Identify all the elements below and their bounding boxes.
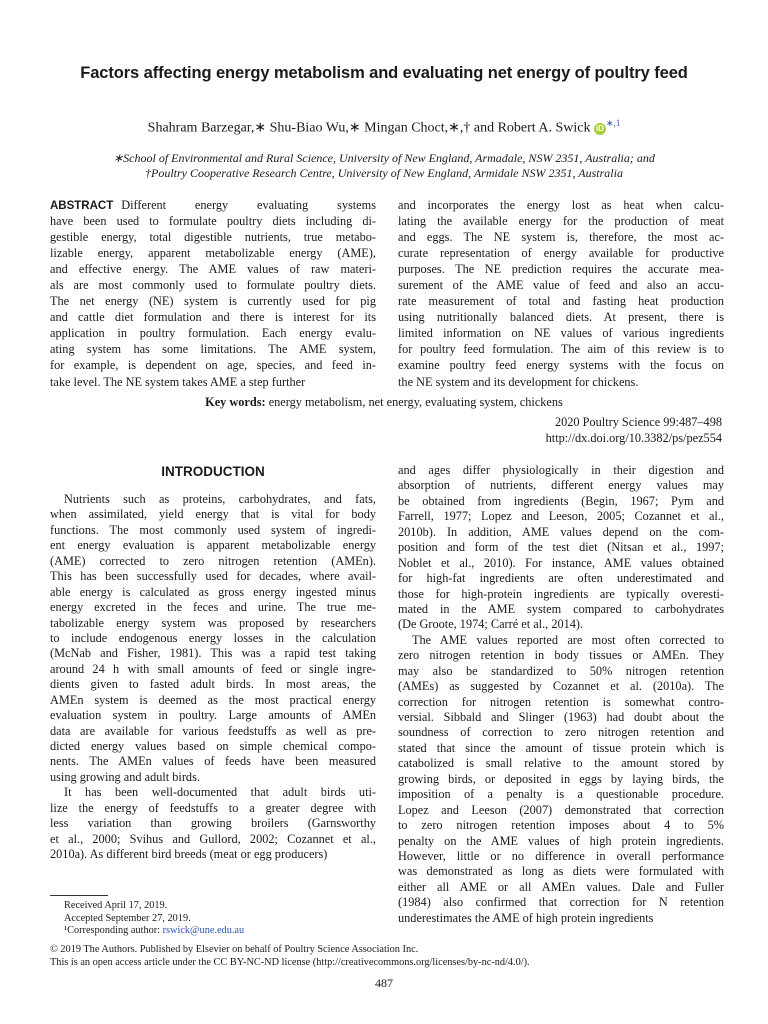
line-text: to zero nitrogen retention imposes about 4 to 5% <box>398 818 724 833</box>
text-line <box>398 556 724 571</box>
text-line <box>398 880 724 895</box>
footnote-divider <box>50 895 108 896</box>
text-line <box>50 213 376 229</box>
text-line <box>398 756 724 771</box>
text-line <box>50 693 376 708</box>
line-text: 2010b). In addition, AME values depend on the com- <box>398 524 724 539</box>
text-line <box>398 229 724 245</box>
line-text: soundness of correction to zero nitrogen retention and <box>398 725 724 740</box>
line-text: et al., 2000; Svihus and Gullord, 2002; Cozannet et al., <box>50 831 376 846</box>
abstract-right-column <box>398 197 724 390</box>
affiliation-2: †Poultry Cooperative Research Centre, University of New England, Armidale NSW 2351, Australia <box>145 166 623 180</box>
text-line <box>50 325 376 341</box>
text-line <box>50 357 376 373</box>
line-text: less variation than growing broilers (Garnsworthy <box>50 816 376 831</box>
line-text: using growing and adult birds. <box>50 769 200 784</box>
line-text: be obtained from ingredients (Begin, 1967; Pym and <box>398 493 724 508</box>
line-text: to include endogenous energy losses in the calculation <box>50 630 376 645</box>
line-text: als are most commonly used to formulate poultry diets. <box>50 278 376 293</box>
text-line <box>398 648 724 663</box>
text-line <box>398 633 724 648</box>
text-line <box>398 911 724 926</box>
text-line <box>398 803 724 818</box>
line-text: However, little or no difference in overall performance <box>398 848 724 863</box>
line-text: purposes. The NE prediction requires the accurate mea- <box>398 262 724 277</box>
abstract-left-column <box>50 197 376 390</box>
line-text: lize the energy of feedstuffs to a greater degree with <box>50 800 376 815</box>
line-text: lating the available energy for the production of meat <box>398 214 724 229</box>
text-line <box>398 357 724 373</box>
text-line <box>50 261 376 277</box>
line-text: (AME) corrected to zero nitrogen retention (AMEn). <box>50 553 376 568</box>
line-text: able energy is calculated as gross energy ingested minus <box>50 584 376 599</box>
text-line <box>398 587 724 602</box>
line-text: and incorporates the energy lost as heat when calcu- <box>398 198 724 212</box>
line-text: surement of the AME value of feed and also an accu- <box>398 278 724 293</box>
text-line <box>50 309 376 325</box>
license-line: This is an open access article under the CC BY-NC-ND license (http://creativecommons.org/licenses/by-nc-nd/4.0/). <box>50 956 530 968</box>
line-text: growing birds, or deposited in eggs by laying birds, the <box>398 771 724 786</box>
text-line <box>50 229 376 245</box>
line-text: gestible energy, total digestible nutrients, true metabo- <box>50 230 376 245</box>
text-line <box>398 725 724 740</box>
line-text: Nutrients such as proteins, carbohydrates, and fats, <box>64 492 376 506</box>
author-names: Shahram Barzegar,∗ Shu-Biao Wu,∗ Mingan Choct,∗,† and Robert A. Swick <box>147 120 591 136</box>
line-text: Different energy evaluating systems <box>121 198 376 212</box>
line-text: for high-fat ingredients are often underestimated and <box>398 571 724 586</box>
text-line <box>398 463 724 478</box>
line-text: examine poultry feed energy systems with the focus on <box>398 358 724 373</box>
line-text: Lopez and Leeson (2007) demonstrated that correction <box>398 802 724 817</box>
text-line <box>398 787 724 802</box>
text-line <box>398 525 724 540</box>
text-line <box>50 277 376 293</box>
text-line <box>50 754 376 769</box>
text-line <box>50 492 376 507</box>
line-text: for example, is dependent on age, species, and feed in- <box>50 358 376 373</box>
text-line <box>398 197 724 213</box>
line-text: curate representation of energy available for productive <box>398 246 724 261</box>
text-line <box>50 245 376 261</box>
text-line <box>50 507 376 522</box>
text-line <box>398 494 724 509</box>
text-line <box>50 523 376 538</box>
corresponding-label: ¹Corresponding author: <box>64 925 161 936</box>
text-line <box>50 801 376 816</box>
line-text: versial. Sibbald and Slinger (1963) had doubt about the <box>398 710 724 724</box>
line-text: evaluation system in poultry. Large amounts of AMEn <box>50 708 376 723</box>
line-text: have been used to formulate poultry diets including di- <box>50 214 376 229</box>
line-text: using nutritionally balanced diets. At present, there is <box>398 310 724 325</box>
line-text: the NE system and its development for chickens. <box>398 374 639 389</box>
text-line <box>398 818 724 833</box>
text-line <box>398 309 724 325</box>
line-text: dients given to fasted adult birds. In most areas, the <box>50 677 376 692</box>
page-number: 487 <box>375 976 393 990</box>
line-text: and ages differ physiologically in their digestion and <box>398 463 724 477</box>
journal-citation: 2020 Poultry Science 99:487–498 <box>554 415 722 429</box>
line-text: catabolized is small relative to the amount stored by <box>398 756 724 771</box>
line-text: (AMEs) as suggested by Cozannet et al. (2010a). The <box>398 679 724 694</box>
line-text: Noblet et al., 2010). For instance, AME values obtained <box>398 555 724 570</box>
text-line <box>398 834 724 849</box>
text-line <box>50 770 376 785</box>
corresponding-author <box>64 925 244 938</box>
line-text: was demonstrated as long as diets were formulated with <box>398 864 724 879</box>
text-line <box>398 602 724 617</box>
line-text: tabolizable energy system was proposed by researchers <box>50 615 376 630</box>
affiliation-1: ∗School of Environmental and Rural Science, University of New England, Armadale, NSW 2351, Australia; and <box>113 151 655 165</box>
line-text: position and form of the test diet (Nitsan et al., 1997; <box>398 540 724 555</box>
copyright-line: © 2019 The Authors. Published by Elsevier on behalf of Poultry Science Association Inc. <box>50 944 419 955</box>
text-line <box>50 616 376 631</box>
line-text: and effective energy. The AME values of raw materi- <box>50 262 376 277</box>
line-text: (1984) also confirmed that correction for N retention <box>398 895 724 910</box>
text-line <box>398 509 724 524</box>
line-text: for poultry feed formulation. The aim of this review is to <box>398 342 724 357</box>
line-text: zero nitrogen retention in body tissues or AMEn. They <box>398 648 724 663</box>
text-line <box>50 677 376 692</box>
line-text: dicted energy values based on simple chemical compo- <box>50 739 376 753</box>
line-text: stated that since the amount of tissue protein which is <box>398 740 724 755</box>
line-text: application in poultry formulation. Each energy evalu- <box>50 326 376 341</box>
line-text: The net energy (NE) system is currently used for pig <box>50 294 376 309</box>
line-text: ating system has some limitations. The AME system, <box>50 342 376 357</box>
line-text: lizable energy, apparent metabolizable energy (AME), <box>50 246 376 261</box>
text-line <box>398 245 724 261</box>
text-line <box>50 816 376 831</box>
line-text: functions. The most commonly used system of ingredi- <box>50 522 376 537</box>
line-text: absorption of nutrients, different energy values may <box>398 478 724 493</box>
keywords-label: Key words: <box>205 395 266 409</box>
line-text: correction for nitrogen retention is somewhat contro- <box>398 694 724 709</box>
text-line <box>398 293 724 309</box>
line-text: those for high-protein ingredients are typically overesti- <box>398 586 724 601</box>
text-line <box>50 569 376 584</box>
text-line <box>50 708 376 723</box>
text-line <box>398 710 724 725</box>
text-line <box>50 600 376 615</box>
text-line <box>398 341 724 357</box>
line-text: (De Groote, 1974; Carré et al., 2014). <box>398 617 584 632</box>
abstract-label: ABSTRACT <box>50 200 114 212</box>
section-heading-introduction: INTRODUCTION <box>161 464 265 479</box>
author-marks: ∗,1 <box>606 118 621 128</box>
line-text: nents. The AMEn values of feeds have been measured <box>50 754 376 769</box>
text-line <box>50 739 376 754</box>
text-line <box>398 895 724 910</box>
received-date: Received April 17, 2019. <box>64 900 168 911</box>
text-line <box>398 325 724 341</box>
text-line <box>398 772 724 787</box>
line-text: and eggs. The NE system is, therefore, the most ac- <box>398 230 724 245</box>
line-text: AMEn system is deemed as the most practical energy <box>50 692 376 707</box>
line-text: rate measurement of total and fasting heat production <box>398 294 724 309</box>
line-text: take level. The NE system takes AME a step further <box>50 374 306 389</box>
text-line <box>398 679 724 694</box>
text-line <box>50 293 376 309</box>
text-line <box>50 785 376 800</box>
doi-link[interactable]: http://dx.doi.org/10.3382/ps/pez554 <box>545 431 722 445</box>
text-line <box>50 847 376 862</box>
text-line <box>50 341 376 357</box>
line-text: energy excreted in the feces and urine. The true me- <box>50 600 376 615</box>
line-text: data are available for various feedstuffs as well as pre- <box>50 723 376 738</box>
author-list <box>0 118 768 137</box>
line-text: (McNab and Fisher, 1981). This was a rapid test taking <box>50 646 376 661</box>
keywords <box>0 395 768 410</box>
line-text: either all AME or all AMEn values. Dale and Fuller <box>398 879 724 894</box>
paper-title: Factors affecting energy metabolism and evaluating net energy of poultry feed <box>80 64 688 82</box>
text-line <box>50 197 376 213</box>
text-line <box>50 631 376 646</box>
text-line <box>398 374 724 390</box>
line-text: mated in the AME system compared to carbohydrates <box>398 601 724 616</box>
text-line <box>398 571 724 586</box>
line-text: limited information on NE values of various ingredients <box>398 326 724 341</box>
line-text: when assimilated, yield energy that is vital for body <box>50 507 376 522</box>
text-line <box>50 554 376 569</box>
text-line <box>398 261 724 277</box>
orcid-icon[interactable]: iD <box>596 123 605 133</box>
line-text: penalty on the AME values of high protein ingredients. <box>398 833 724 848</box>
line-text: ent energy evaluation is apparent metabolizable energy <box>50 538 376 553</box>
text-line <box>398 664 724 679</box>
text-line <box>398 478 724 493</box>
body-right-column <box>398 463 724 926</box>
text-line <box>398 540 724 555</box>
copyright-notice <box>50 944 530 969</box>
text-line <box>50 538 376 553</box>
text-line <box>398 864 724 879</box>
line-text: may also be standardized to 50% nitrogen retention <box>398 663 724 678</box>
text-line <box>398 277 724 293</box>
line-text: and cattle diet formulation and there is interest for its <box>50 310 376 325</box>
journal-info <box>546 414 722 446</box>
text-line <box>398 695 724 710</box>
accepted-date: Accepted September 27, 2019. <box>64 912 191 924</box>
line-text: The AME values reported are most often corrected to <box>412 632 724 647</box>
text-line <box>398 849 724 864</box>
text-line <box>50 724 376 739</box>
email-link[interactable]: rswick@une.edu.au <box>162 925 245 936</box>
text-line <box>398 213 724 229</box>
line-text: imposition of a penalty is a questionable procedure. <box>398 787 724 802</box>
affiliations <box>0 151 768 181</box>
line-text: Farrell, 1977; Lopez and Leeson, 2005; Cozannet et al., <box>398 509 724 524</box>
text-line <box>398 617 724 632</box>
line-text: It has been well-documented that adult birds uti- <box>64 785 376 800</box>
line-text: underestimates the AME of high protein ingredients <box>398 910 654 925</box>
text-line <box>398 741 724 756</box>
keywords-text: energy metabolism, net energy, evaluating system, chickens <box>268 395 563 409</box>
footnotes <box>64 900 244 938</box>
line-text: around 24 h with small amounts of feed or single ingre- <box>50 661 376 676</box>
text-line <box>50 832 376 847</box>
text-line <box>50 646 376 661</box>
text-line <box>50 374 376 390</box>
text-line <box>50 662 376 677</box>
body-left-column <box>50 492 376 863</box>
line-text: This has been successfully used for decades, where avail- <box>50 569 376 584</box>
text-line <box>50 585 376 600</box>
line-text: 2010a). As different bird breeds (meat or egg producers) <box>50 847 328 862</box>
